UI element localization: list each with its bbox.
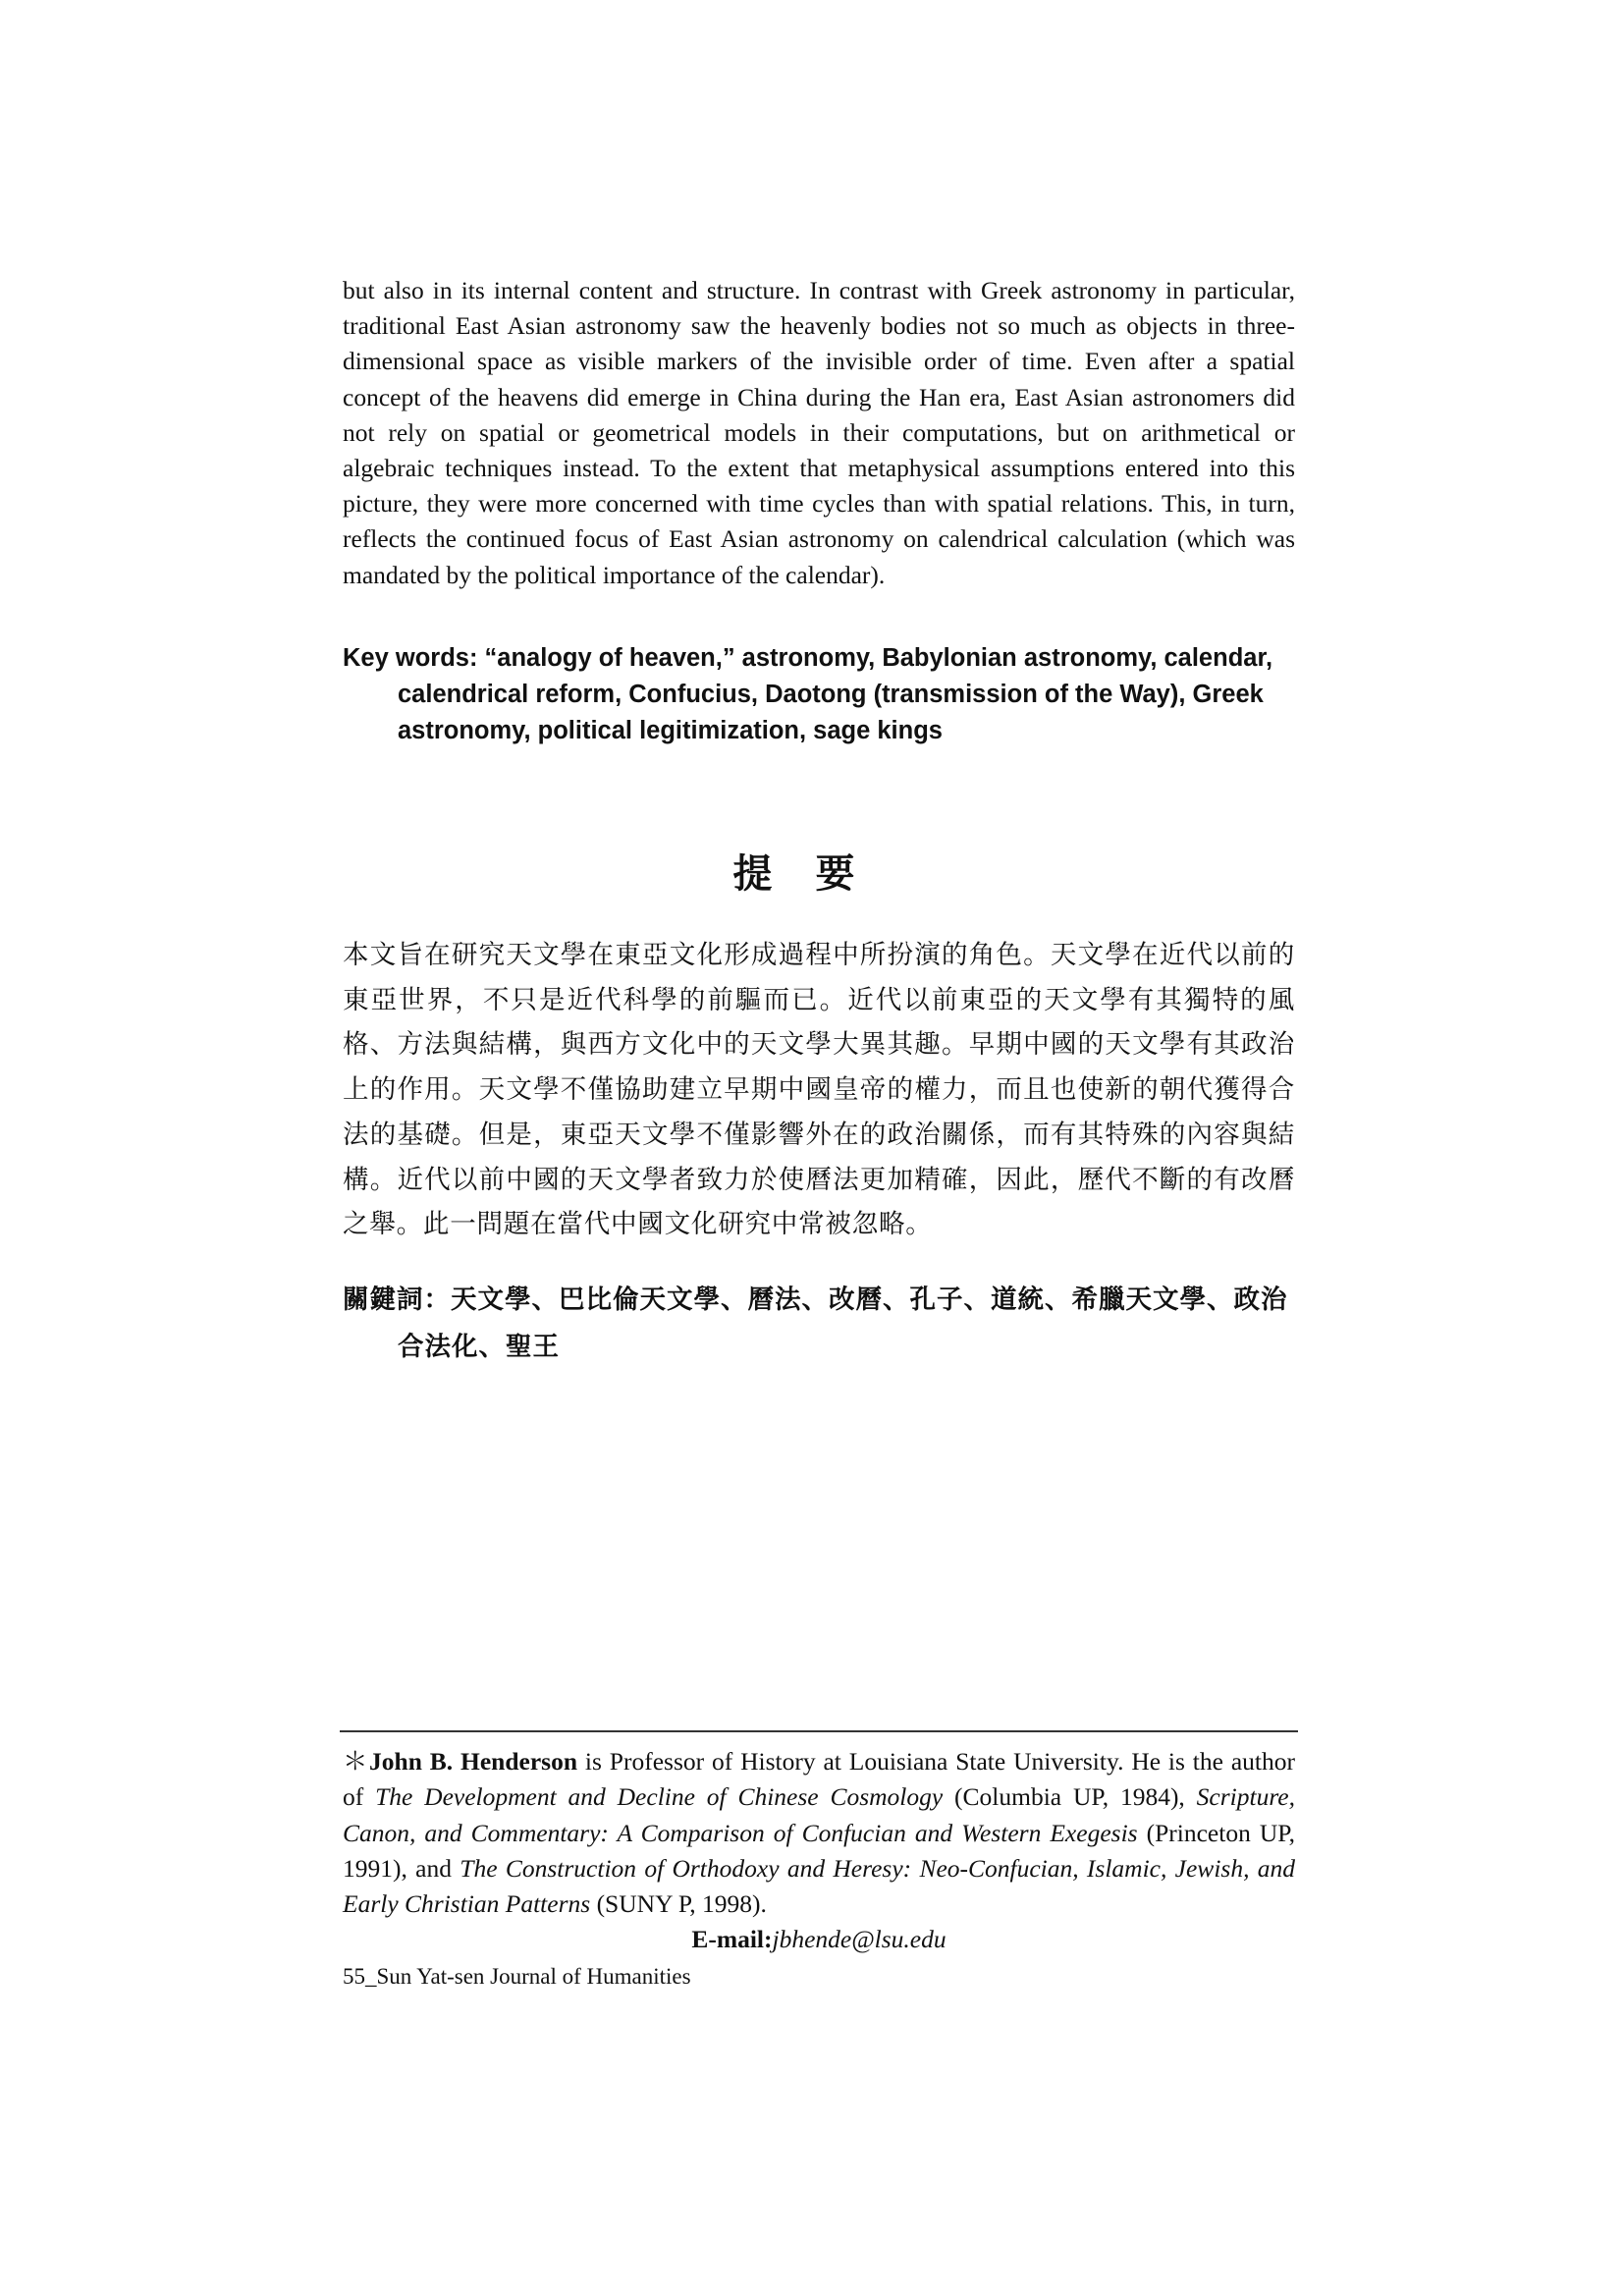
book-title-2: Scripture, Canon, and Commentary: A Comparison of Confucian and Western Exegesis bbox=[343, 1782, 1295, 1847]
author-name: John B. Henderson bbox=[369, 1747, 578, 1776]
email-label: E-mail: bbox=[691, 1925, 773, 1954]
keywords-chinese: 關鍵詞：天文學、巴比倫天文學、曆法、改曆、孔子、道統、希臘天文學、政治合法化、聖王 bbox=[343, 1285, 1288, 1362]
running-footer: 55_Sun Yat-sen Journal of Humanities bbox=[343, 1964, 691, 1989]
footnote-text-3: (Princeton UP, 1991), and bbox=[343, 1818, 1295, 1883]
email-line bbox=[343, 1922, 1295, 1957]
book-title-1: The Development and Decline of Chinese Cosmology bbox=[375, 1782, 944, 1812]
abstract-chinese: 本文旨在研究天文學在東亞文化形成過程中所扮演的角色。天文學在近代以前的東亞世界，不只是近代科學的前驅而已。近代以前東亞的天文學有其獨特的風格、方法與結構，與西方文化中的天文學大異其趣。早期中國的天文學有其政治上的作用。天文學不僅協助建立早期中國皇帝的權力，而且也使新的朝代獲得合法的基礎。但是，東亞天文學不僅影響外在的政治關係，而有其特殊的內容與結構。近代以前中國的天文學者致力於使曆法更加精確，因此，歷代不斷的有改曆之舉。此一問題在當代中國文化研究中常被忽略。 bbox=[343, 940, 1295, 1240]
footnote-text-1: is Professor of History at Louisiana State University. He is the author of bbox=[343, 1747, 1295, 1812]
keywords-english: Key words: “analogy of heaven,” astronomy, Babylonian astronomy, calendar, calendrical reform, Confucius, Daotong (transmission of the Way), Greek astronomy, political legitimization, sage kings bbox=[343, 644, 1273, 744]
abstract-english: but also in its internal content and structure. In contrast with Greek astronomy in particular, traditional East Asian astronomy saw the heavenly bodies not so much as objects in three-dimensional space as visible markers of the invisible order of time. Even after a spatial concept of the heavens did emerge in China during the Han era, East Asian astronomers did not rely on spatial or geometrical models in their computations, but on arithmetical or algebraic techniques instead. To the extent that metaphysical assumptions entered into this picture, they were more concerned with time cycles than with spatial relations. This, in turn, reflects the continued focus of East Asian astronomy on calendrical calculation (which was mandated by the political importance of the calendar). bbox=[343, 276, 1295, 589]
footnote-rule bbox=[340, 1730, 1298, 1732]
chinese-abstract-heading: 提要 bbox=[732, 850, 898, 897]
footnote-text-4: (SUNY P, 1998). bbox=[590, 1889, 767, 1919]
book-title-3: The Construction of Orthodoxy and Heresy: Neo-Confucian, Islamic, Jewish, and Early Christian Patterns bbox=[343, 1853, 1296, 1919]
author-footnote bbox=[343, 1744, 1295, 1958]
footnote-marker: ＊ bbox=[343, 1747, 370, 1776]
email-address[interactable]: jbhende@lsu.edu bbox=[772, 1925, 947, 1954]
footnote-text-2: (Columbia UP, 1984), bbox=[943, 1782, 1197, 1812]
